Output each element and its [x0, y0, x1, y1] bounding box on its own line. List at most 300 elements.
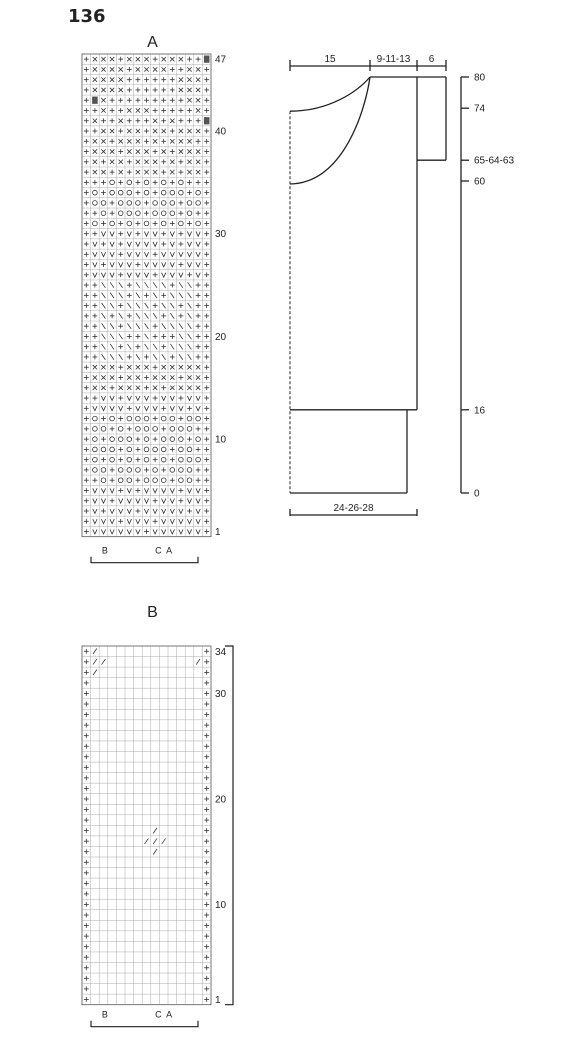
yarn-over-mark	[118, 427, 123, 432]
yarn-over-mark	[101, 201, 106, 206]
backslash-mark	[145, 323, 149, 329]
v-mark	[136, 273, 140, 278]
yarn-over-mark	[101, 211, 106, 216]
chart-b-row-label: 10	[215, 899, 227, 911]
v-mark	[144, 232, 148, 237]
yarn-over-mark	[187, 201, 192, 206]
v-mark	[179, 273, 183, 278]
backslash-mark	[119, 313, 123, 319]
backslash-mark	[102, 334, 106, 340]
v-mark	[110, 242, 114, 247]
v-mark	[127, 488, 131, 493]
yarn-over-mark	[153, 427, 158, 432]
v-mark	[179, 406, 183, 411]
yarn-over-mark	[127, 447, 132, 452]
yarn-over-mark	[101, 468, 106, 473]
backslash-mark	[145, 282, 149, 288]
backslash-mark	[179, 334, 183, 340]
yarn-over-mark	[144, 221, 149, 226]
v-mark	[144, 499, 148, 504]
yarn-over-mark	[187, 478, 192, 483]
v-mark	[153, 509, 157, 514]
yarn-over-mark	[144, 416, 149, 421]
v-mark	[179, 519, 183, 524]
v-mark	[110, 232, 114, 237]
v-mark	[93, 519, 97, 524]
v-mark	[136, 406, 140, 411]
bracket-label: C	[155, 1009, 162, 1020]
v-mark	[144, 273, 148, 278]
v-mark	[93, 242, 97, 247]
yarn-over-mark	[93, 416, 98, 421]
yarn-over-mark	[179, 437, 184, 442]
chart-b-row-label: 34	[215, 646, 227, 658]
chart-a-row-label: 10	[215, 434, 227, 446]
height-label: 65-64-63	[474, 155, 515, 167]
v-mark	[196, 242, 200, 247]
chart-b-row-label: 30	[215, 688, 227, 700]
backslash-mark	[127, 323, 131, 329]
yarn-over-mark	[153, 447, 158, 452]
slash-mark	[145, 838, 149, 844]
v-mark	[170, 396, 174, 401]
bracket-label: A	[166, 1009, 173, 1020]
chart-a	[82, 34, 227, 563]
backslash-mark	[102, 344, 106, 350]
bracket-label: B	[101, 545, 108, 556]
yarn-over-mark	[179, 447, 184, 452]
filled-mark	[204, 56, 210, 63]
v-mark	[170, 273, 174, 278]
v-mark	[101, 273, 105, 278]
v-mark	[93, 273, 97, 278]
slash-mark	[196, 659, 200, 665]
v-mark	[187, 499, 191, 504]
yarn-over-mark	[161, 447, 166, 452]
backslash-mark	[179, 282, 183, 288]
backslash-mark	[188, 334, 192, 340]
backslash-mark	[102, 323, 106, 329]
v-mark	[119, 262, 123, 267]
v-mark	[110, 488, 114, 493]
backslash-mark	[102, 354, 106, 360]
yarn-over-mark	[136, 416, 141, 421]
yarn-over-mark	[110, 190, 115, 195]
yarn-over-mark	[118, 437, 123, 442]
chart-b	[82, 604, 233, 1027]
backslash-mark	[110, 344, 114, 350]
v-mark	[110, 252, 114, 257]
v-mark	[153, 262, 157, 267]
chart-b-row-label: 20	[215, 794, 227, 806]
yarn-over-mark	[161, 437, 166, 442]
chart-a-row-label: 1	[215, 527, 221, 539]
backslash-mark	[188, 303, 192, 309]
yarn-over-mark	[93, 221, 98, 226]
v-mark	[187, 262, 191, 267]
yarn-over-mark	[127, 211, 132, 216]
v-mark	[196, 396, 200, 401]
backslash-mark	[127, 303, 131, 309]
v-mark	[170, 232, 174, 237]
backslash-mark	[145, 303, 149, 309]
backslash-mark	[145, 334, 149, 340]
yarn-over-mark	[179, 457, 184, 462]
yarn-over-mark	[196, 190, 201, 195]
backslash-mark	[188, 323, 192, 329]
slash-mark	[93, 659, 97, 665]
yarn-over-mark	[118, 468, 123, 473]
page-number: 136	[68, 6, 106, 27]
yarn-over-mark	[93, 201, 98, 206]
v-mark	[153, 242, 157, 247]
yarn-over-mark	[179, 221, 184, 226]
yarn-over-mark	[187, 447, 192, 452]
v-mark	[93, 262, 97, 267]
v-mark	[127, 273, 131, 278]
backslash-mark	[170, 344, 174, 350]
v-mark	[127, 529, 131, 534]
height-label: 74	[474, 103, 486, 115]
slash-mark	[93, 649, 97, 655]
v-mark	[136, 499, 140, 504]
filled-mark	[92, 97, 98, 104]
yarn-over-mark	[110, 447, 115, 452]
yarn-over-mark	[196, 201, 201, 206]
yarn-over-mark	[127, 468, 132, 473]
bracket-line	[91, 557, 198, 563]
yarn-over-mark	[136, 201, 141, 206]
v-mark	[101, 406, 105, 411]
yarn-over-mark	[144, 180, 149, 185]
v-mark	[196, 529, 200, 534]
backslash-mark	[153, 344, 157, 350]
slash-mark	[162, 838, 166, 844]
yarn-over-mark	[144, 437, 149, 442]
v-mark	[101, 529, 105, 534]
backslash-mark	[136, 354, 140, 360]
yarn-over-mark	[144, 447, 149, 452]
chart-a-title: A	[147, 34, 158, 51]
v-mark	[136, 529, 140, 534]
yarn-over-mark	[127, 416, 132, 421]
yarn-over-mark	[118, 478, 123, 483]
backslash-mark	[170, 303, 174, 309]
v-mark	[127, 509, 131, 514]
backslash-mark	[136, 323, 140, 329]
v-mark	[93, 509, 97, 514]
yarn-over-mark	[161, 457, 166, 462]
backslash-mark	[119, 354, 123, 360]
v-mark	[110, 273, 114, 278]
yarn-over-mark	[118, 211, 123, 216]
yarn-over-mark	[144, 190, 149, 195]
yarn-over-mark	[127, 190, 132, 195]
backslash-mark	[119, 282, 123, 288]
v-mark	[93, 529, 97, 534]
yarn-over-mark	[179, 468, 184, 473]
v-mark	[127, 499, 131, 504]
v-mark	[136, 396, 140, 401]
v-mark	[170, 252, 174, 257]
v-mark	[153, 406, 157, 411]
v-mark	[119, 499, 123, 504]
backslash-mark	[162, 323, 166, 329]
yarn-over-mark	[161, 478, 166, 483]
v-mark	[101, 232, 105, 237]
yarn-over-mark	[170, 211, 175, 216]
chart-a-row-label: 30	[215, 229, 227, 241]
backslash-mark	[127, 344, 131, 350]
backslash-mark	[188, 282, 192, 288]
v-mark	[196, 488, 200, 493]
v-mark	[196, 519, 200, 524]
v-mark	[170, 262, 174, 267]
yarn-over-mark	[179, 478, 184, 483]
yarn-over-mark	[187, 427, 192, 432]
backslash-mark	[136, 293, 140, 299]
bottom-measure-label: 24-26-28	[333, 503, 374, 514]
v-mark	[187, 529, 191, 534]
v-mark	[110, 519, 114, 524]
yarn-over-mark	[110, 221, 115, 226]
v-mark	[136, 252, 140, 257]
v-mark	[127, 519, 131, 524]
backslash-mark	[110, 323, 114, 329]
bracket-label: C	[155, 545, 162, 556]
yarn-over-mark	[179, 190, 184, 195]
chart-a-row-label: 20	[215, 331, 227, 343]
top-measure-label: 15	[324, 54, 336, 65]
backslash-mark	[153, 282, 157, 288]
v-mark	[136, 242, 140, 247]
yarn-over-mark	[161, 221, 166, 226]
yarn-over-mark	[127, 457, 132, 462]
chart-a-row-label: 47	[215, 54, 227, 66]
v-mark	[179, 509, 183, 514]
v-mark	[187, 519, 191, 524]
row-range-bracket	[225, 646, 233, 1005]
slash-mark	[93, 670, 97, 676]
yarn-over-mark	[170, 416, 175, 421]
backslash-mark	[136, 282, 140, 288]
top-measure-label: 9-11-13	[376, 54, 411, 65]
v-mark	[187, 488, 191, 493]
backslash-mark	[188, 313, 192, 319]
yarn-over-mark	[136, 211, 141, 216]
backslash-mark	[170, 293, 174, 299]
backslash-mark	[170, 313, 174, 319]
v-mark	[144, 262, 148, 267]
v-mark	[170, 499, 174, 504]
yarn-over-mark	[118, 201, 123, 206]
v-mark	[162, 519, 166, 524]
yarn-over-mark	[187, 211, 192, 216]
yarn-over-mark	[161, 201, 166, 206]
v-mark	[153, 529, 157, 534]
backslash-mark	[188, 344, 192, 350]
v-mark	[127, 242, 131, 247]
v-mark	[144, 488, 148, 493]
backslash-mark	[188, 293, 192, 299]
v-mark	[162, 509, 166, 514]
backslash-mark	[170, 323, 174, 329]
yarn-over-mark	[110, 180, 115, 185]
bracket-label: A	[166, 545, 173, 556]
backslash-mark	[179, 323, 183, 329]
v-mark	[127, 262, 131, 267]
yarn-over-mark	[93, 457, 98, 462]
yarn-over-mark	[196, 221, 201, 226]
v-mark	[110, 509, 114, 514]
yarn-over-mark	[170, 437, 175, 442]
v-mark	[196, 273, 200, 278]
yarn-over-mark	[161, 211, 166, 216]
v-mark	[127, 252, 131, 257]
yarn-over-mark	[170, 468, 175, 473]
yarn-over-mark	[110, 457, 115, 462]
backslash-mark	[110, 293, 114, 299]
yarn-over-mark	[93, 447, 98, 452]
backslash-mark	[102, 313, 106, 319]
v-mark	[101, 488, 105, 493]
v-mark	[162, 529, 166, 534]
height-label: 80	[474, 72, 486, 84]
v-mark	[127, 232, 131, 237]
backslash-mark	[102, 282, 106, 288]
v-mark	[196, 262, 200, 267]
v-mark	[144, 509, 148, 514]
backslash-mark	[179, 344, 183, 350]
yarn-over-mark	[153, 211, 158, 216]
v-mark	[162, 273, 166, 278]
yarn-over-mark	[153, 468, 158, 473]
yarn-over-mark	[101, 447, 106, 452]
backslash-mark	[153, 313, 157, 319]
yarn-over-mark	[179, 180, 184, 185]
yarn-over-mark	[127, 437, 132, 442]
yarn-over-mark	[93, 437, 98, 442]
garment-schematic	[290, 54, 514, 516]
v-mark	[110, 406, 114, 411]
v-mark	[153, 488, 157, 493]
backslash-mark	[136, 303, 140, 309]
yarn-over-mark	[153, 201, 158, 206]
v-mark	[196, 406, 200, 411]
backslash-mark	[162, 282, 166, 288]
yarn-over-mark	[153, 478, 158, 483]
v-mark	[110, 396, 114, 401]
v-mark	[196, 252, 200, 257]
v-mark	[119, 406, 123, 411]
yarn-over-mark	[127, 478, 132, 483]
v-mark	[162, 262, 166, 267]
chart-b-title: B	[147, 604, 158, 621]
slash-mark	[102, 659, 106, 665]
v-mark	[144, 519, 148, 524]
backslash-mark	[162, 354, 166, 360]
v-mark	[170, 242, 174, 247]
v-mark	[162, 499, 166, 504]
backslash-mark	[153, 354, 157, 360]
v-mark	[101, 396, 105, 401]
v-mark	[101, 499, 105, 504]
backslash-mark	[179, 354, 183, 360]
v-mark	[196, 499, 200, 504]
backslash-mark	[145, 313, 149, 319]
backslash-mark	[153, 293, 157, 299]
v-mark	[93, 499, 97, 504]
v-mark	[162, 252, 166, 257]
v-mark	[93, 406, 97, 411]
yarn-over-mark	[144, 427, 149, 432]
yarn-over-mark	[110, 437, 115, 442]
v-mark	[119, 509, 123, 514]
v-mark	[93, 252, 97, 257]
v-mark	[179, 252, 183, 257]
backslash-mark	[110, 303, 114, 309]
yarn-over-mark	[127, 180, 132, 185]
v-mark	[144, 406, 148, 411]
yarn-over-mark	[196, 437, 201, 442]
v-mark	[110, 262, 114, 267]
backslash-mark	[136, 313, 140, 319]
v-mark	[144, 396, 148, 401]
yarn-over-mark	[161, 416, 166, 421]
height-label: 0	[474, 488, 480, 500]
yarn-over-mark	[110, 416, 115, 421]
v-mark	[153, 232, 157, 237]
v-mark	[101, 519, 105, 524]
front-neck-curve	[290, 77, 370, 184]
chart-b-row-label: 1	[215, 994, 221, 1006]
backslash-mark	[110, 334, 114, 340]
backslash-mark	[110, 282, 114, 288]
v-mark	[187, 242, 191, 247]
v-mark	[196, 232, 200, 237]
height-label: 60	[474, 176, 486, 188]
v-mark	[187, 232, 191, 237]
v-mark	[127, 396, 131, 401]
yarn-over-mark	[196, 457, 201, 462]
backslash-mark	[119, 334, 123, 340]
v-mark	[162, 488, 166, 493]
top-measure-label: 6	[428, 54, 435, 65]
slash-mark	[153, 849, 157, 855]
yarn-over-mark	[170, 201, 175, 206]
yarn-over-mark	[187, 468, 192, 473]
yarn-over-mark	[144, 457, 149, 462]
v-mark	[170, 509, 174, 514]
filled-mark	[204, 117, 210, 124]
yarn-over-mark	[144, 478, 149, 483]
yarn-over-mark	[93, 427, 98, 432]
yarn-over-mark	[136, 468, 141, 473]
backslash-mark	[102, 303, 106, 309]
backslash-mark	[179, 293, 183, 299]
bracket-label: B	[101, 1009, 108, 1020]
yarn-over-mark	[187, 457, 192, 462]
v-mark	[144, 242, 148, 247]
v-mark	[187, 252, 191, 257]
backslash-mark	[145, 344, 149, 350]
v-mark	[136, 519, 140, 524]
backslash-mark	[102, 293, 106, 299]
yarn-over-mark	[161, 180, 166, 185]
backslash-mark	[162, 303, 166, 309]
v-mark	[93, 488, 97, 493]
yarn-over-mark	[93, 190, 98, 195]
